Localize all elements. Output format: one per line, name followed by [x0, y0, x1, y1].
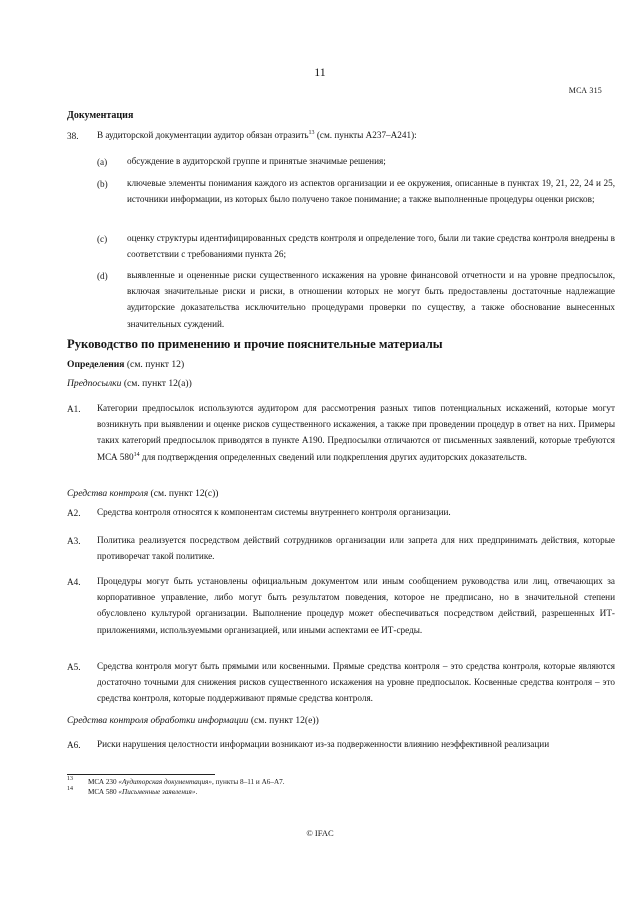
paragraph-number: A2. — [67, 508, 81, 518]
subheading-controls: Средства контроля (см. пункт 12(c)) — [67, 488, 219, 499]
list-item: ключевые элементы понимания каждого из аспектов организации и ее окружения, описанные в пунктах 19, 21, 22, 24 и 25, источники информации, из которых было получено такое понимание; а также выполненные процедуры оценки рисков; — [127, 178, 615, 205]
page-footer-copyright: © IFAC — [306, 828, 334, 838]
paragraph-number: 38. — [67, 131, 79, 141]
paragraph-38-intro: В аудиторской документации аудитор обязан отразить$^{13}$ (см. пункты A237–A241): — [97, 130, 417, 140]
paragraph-a6: Риски нарушения целостности информации возникают из-за подверженности влиянию неэффективной реализации — [97, 739, 550, 749]
list-item: оценку структуры идентифицированных средств контроля и определение того, были ли такие средства контроля внедрены в соответствии с требованиями пункта 26; — [127, 233, 615, 260]
list-item: обсуждение в аудиторской группе и принятые значимые решения; — [127, 156, 386, 166]
footnote-number: 13 — [67, 776, 73, 782]
footnote-ref-14: 14 — [133, 451, 140, 458]
paragraph-a1: Категории предпосылок используются аудитором для рассмотрения разных типов потенциальных искажений, которые могут возникнуть при выявлении и оценке рисков существенного искажения, а также при проведении процедур в ответ на них. Примеры таких категорий предпосылок приводятся в пункте A190. Предпосылки отличаются от письменных заявлений, которые требуются МСА $580^{14}$ для подтверждения определенных сведений или подкрепления других аудиторских доказательств. — [97, 403, 615, 462]
paragraph-a4: Процедуры могут быть установлены официальным документом или иным сообщением руководства или лиц, отвечающих за корпоративное управление, либо могут быть результатом поведения, которое не предписано, но в значительной степени обусловлено культурой организации. Выполнение процедур может обеспечиваться посредством действий, разрешенных ИТ-приложениями, используемыми организацией, или иными аспектами ее ИТ-среды. — [97, 576, 615, 635]
list-item-label: (c) — [97, 234, 108, 244]
paragraph-a5: Средства контроля могут быть прямыми или косвенными. Прямые средства контроля – это средства контроля, которые являются достаточно точными для снижения рисков существенного искажения на уровне предпосылок. Косвенные средства контроля – это средства контроля, которые поддерживают прямые средства контроля. — [97, 661, 615, 704]
standard-code: МСА 315 — [568, 86, 602, 95]
paragraph-a2: Средства контроля относятся к компонентам системы внутреннего контроля организации. — [97, 507, 451, 517]
section-heading-documentation: Документация — [67, 110, 134, 121]
footnote-14: МСА 580 «Письменные заявления». — [88, 788, 198, 796]
list-item: выявленные и оцененные риски существенного искажения на уровне финансовой отчетности и на уровне предпосылок, включая значительные риски и риски, в отношении которых не могут быть предоставлены достаточные надлежащие аудиторские доказательства исключительно процедурами проверки по существу, а также обоснование вынесенных значительных суждений. — [127, 270, 615, 329]
list-item-label: (b) — [97, 179, 108, 189]
paragraph-number: A5. — [67, 662, 81, 672]
subheading-assertions: Предпосылки (см. пункт 12(a)) — [67, 378, 192, 389]
section-heading-guidance: Руководство по применению и прочие пояснительные материалы — [67, 337, 443, 351]
paragraph-number: A1. — [67, 404, 81, 414]
paragraph-a3: Политика реализуется посредством действий сотрудников организации или запрета для них предпринимать действия, которые противоречат такой политике. — [97, 535, 615, 562]
subheading-information-processing: Средства контроля обработки информации (см. пункт 12(e)) — [67, 715, 319, 726]
footnote-divider — [67, 774, 215, 775]
list-item-label: (d) — [97, 271, 108, 281]
paragraph-number: A3. — [67, 536, 81, 546]
list-item-label: (a) — [97, 157, 108, 167]
page-number: 11 — [314, 65, 326, 79]
paragraph-number: A6. — [67, 740, 81, 750]
paragraph-number: A4. — [67, 577, 81, 587]
footnote-ref-13: 13 — [308, 130, 315, 136]
footnote-number: 14 — [67, 786, 73, 792]
footnote-13: МСА 230 «Аудиторская документация», пункты 8–11 и A6–A7. — [88, 778, 285, 786]
subheading-definitions: Определения (см. пункт 12) — [67, 359, 185, 370]
